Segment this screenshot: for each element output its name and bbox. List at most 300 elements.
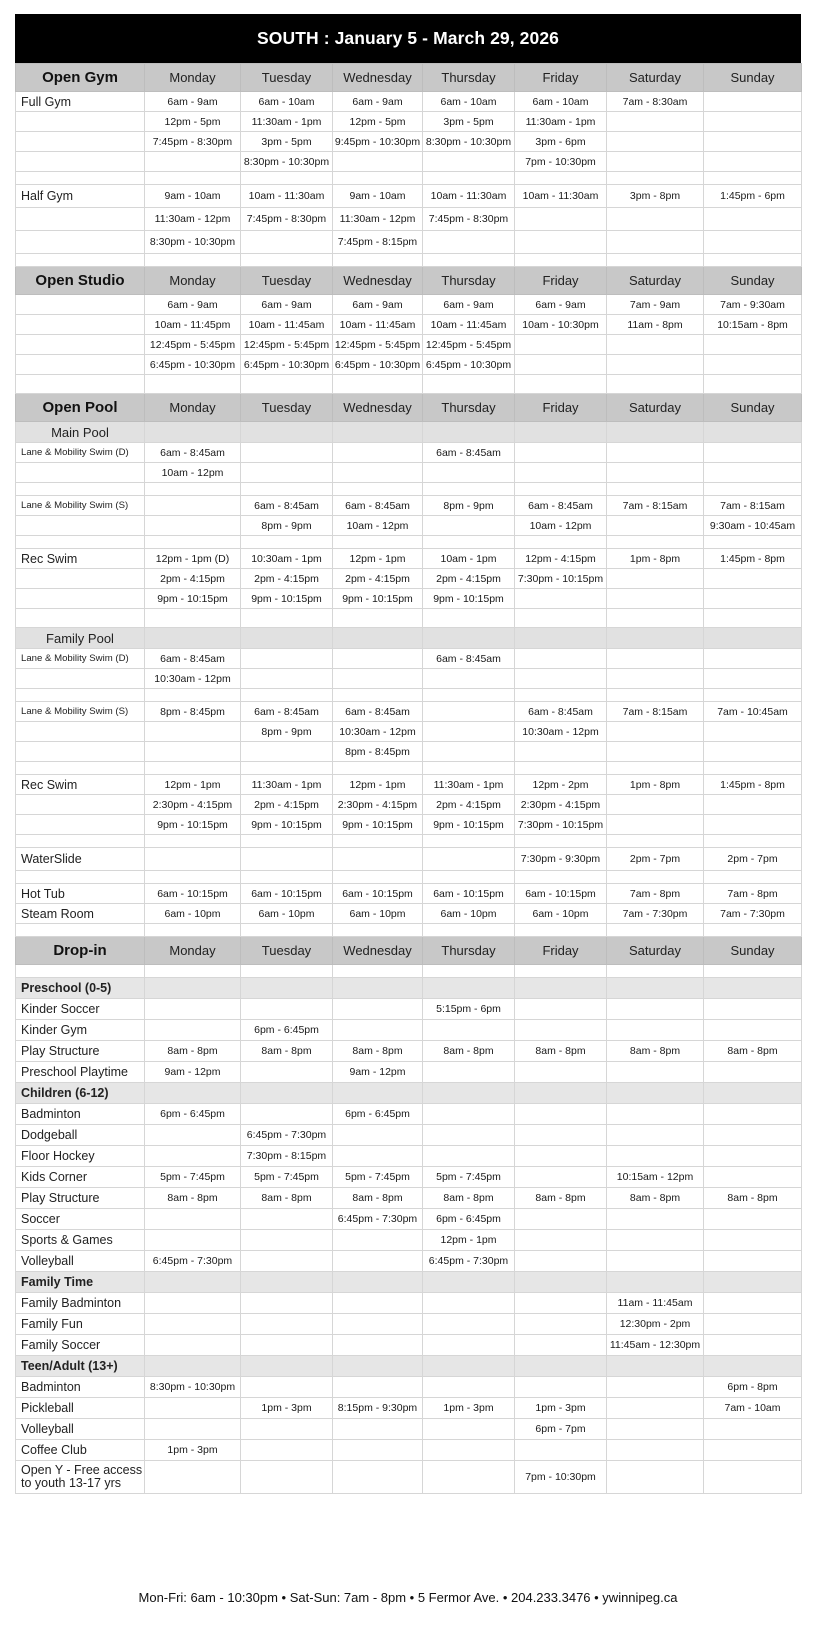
time-slot-thursday [423, 1293, 515, 1314]
time-slot-sunday [704, 649, 802, 669]
schedule-row [16, 295, 802, 315]
schedule-row [16, 549, 802, 569]
time-slot-friday: 2:30pm - 4:15pm [515, 795, 607, 815]
schedule-row [16, 1293, 802, 1314]
time-slot-friday: 3pm - 6pm [515, 132, 607, 152]
time-slot-sunday: 2pm - 7pm [704, 848, 802, 871]
empty-cell [333, 609, 423, 628]
time-slot-friday [515, 231, 607, 254]
empty-cell [145, 375, 241, 394]
empty-cell [515, 422, 607, 443]
group-name: Teen/Adult (13+) [16, 1356, 145, 1377]
time-slot-saturday [607, 132, 704, 152]
empty-cell [333, 965, 423, 978]
section-header-row [16, 937, 802, 965]
empty-cell [607, 835, 704, 848]
time-slot-sunday [704, 1104, 802, 1125]
empty-cell [333, 689, 423, 702]
schedule-sheet [15, 14, 801, 1494]
empty-cell [607, 1083, 704, 1104]
activity-label: Family Fun [16, 1314, 145, 1335]
time-slot-thursday [423, 1125, 515, 1146]
empty-cell [241, 978, 333, 999]
time-slot-wednesday [333, 1020, 423, 1041]
schedule-row [16, 112, 802, 132]
empty-cell [145, 628, 241, 649]
time-slot-wednesday: 6am - 10pm [333, 904, 423, 924]
time-slot-monday: 10am - 11:45pm [145, 315, 241, 335]
group-name: Preschool (0-5) [16, 978, 145, 999]
activity-label: Steam Room [16, 904, 145, 924]
time-slot-sunday [704, 355, 802, 375]
schedule-row [16, 152, 802, 172]
activity-label: Lane & Mobility Swim (S) [16, 496, 145, 516]
time-slot-tuesday [241, 1377, 333, 1398]
section-heading: Open Pool [16, 394, 145, 422]
time-slot-tuesday: 8am - 8pm [241, 1041, 333, 1062]
empty-cell [704, 965, 802, 978]
time-slot-thursday [423, 848, 515, 871]
empty-cell [423, 628, 515, 649]
empty-cell [241, 871, 333, 884]
activity-label: Soccer [16, 1209, 145, 1230]
time-slot-sunday: 8am - 8pm [704, 1188, 802, 1209]
activity-label: Half Gym [16, 185, 145, 208]
time-slot-friday [515, 589, 607, 609]
time-slot-sunday: 1:45pm - 8pm [704, 549, 802, 569]
time-slot-wednesday [333, 1461, 423, 1494]
time-slot-tuesday: 10:30am - 1pm [241, 549, 333, 569]
activity-label: Dodgeball [16, 1125, 145, 1146]
time-slot-friday: 12pm - 4:15pm [515, 549, 607, 569]
time-slot-sunday [704, 208, 802, 231]
pool-name: Family Pool [16, 628, 145, 649]
time-slot-monday [145, 1398, 241, 1419]
empty-cell [515, 628, 607, 649]
activity-label [16, 152, 145, 172]
pool-name: Main Pool [16, 422, 145, 443]
time-slot-thursday [423, 702, 515, 722]
time-slot-saturday: 7am - 7:30pm [607, 904, 704, 924]
schedule-row [16, 1419, 802, 1440]
time-slot-friday: 7:30pm - 10:15pm [515, 569, 607, 589]
time-slot-monday [145, 496, 241, 516]
empty-cell [607, 172, 704, 185]
time-slot-tuesday: 9pm - 10:15pm [241, 589, 333, 609]
schedule-row [16, 1020, 802, 1041]
empty-cell [607, 978, 704, 999]
schedule-row [16, 1146, 802, 1167]
time-slot-friday [515, 1146, 607, 1167]
time-slot-wednesday: 12pm - 1pm [333, 775, 423, 795]
schedule-row [16, 208, 802, 231]
time-slot-monday: 10am - 12pm [145, 463, 241, 483]
activity-label [16, 295, 145, 315]
empty-cell [515, 924, 607, 937]
activity-label [16, 112, 145, 132]
empty-cell [607, 536, 704, 549]
time-slot-saturday [607, 208, 704, 231]
spacer-row [16, 871, 802, 884]
schedule-row [16, 1440, 802, 1461]
time-slot-monday: 6am - 9am [145, 295, 241, 315]
time-slot-friday [515, 1293, 607, 1314]
schedule-row [16, 132, 802, 152]
time-slot-monday: 8am - 8pm [145, 1188, 241, 1209]
time-slot-monday [145, 848, 241, 871]
time-slot-tuesday [241, 1461, 333, 1494]
time-slot-wednesday: 6am - 8:45am [333, 496, 423, 516]
time-slot-sunday [704, 1335, 802, 1356]
time-slot-thursday: 5pm - 7:45pm [423, 1167, 515, 1188]
time-slot-thursday: 9pm - 10:15pm [423, 815, 515, 835]
day-header-wednesday: Wednesday [333, 937, 423, 965]
time-slot-wednesday [333, 649, 423, 669]
time-slot-saturday [607, 1125, 704, 1146]
day-header-friday: Friday [515, 64, 607, 92]
time-slot-wednesday: 9am - 10am [333, 185, 423, 208]
time-slot-monday: 2pm - 4:15pm [145, 569, 241, 589]
time-slot-tuesday: 11:30am - 1pm [241, 775, 333, 795]
empty-cell [145, 1272, 241, 1293]
time-slot-saturday [607, 1230, 704, 1251]
time-slot-wednesday: 8am - 8pm [333, 1188, 423, 1209]
time-slot-monday: 6pm - 6:45pm [145, 1104, 241, 1125]
time-slot-thursday: 6:45pm - 7:30pm [423, 1251, 515, 1272]
empty-cell [704, 924, 802, 937]
time-slot-sunday: 1:45pm - 8pm [704, 775, 802, 795]
time-slot-saturday [607, 742, 704, 762]
empty-cell [16, 835, 145, 848]
time-slot-saturday [607, 1440, 704, 1461]
time-slot-saturday: 10:15am - 12pm [607, 1167, 704, 1188]
empty-cell [704, 422, 802, 443]
time-slot-wednesday: 2pm - 4:15pm [333, 569, 423, 589]
time-slot-monday: 12pm - 1pm [145, 775, 241, 795]
time-slot-tuesday: 2pm - 4:15pm [241, 795, 333, 815]
schedule-row [16, 443, 802, 463]
time-slot-wednesday: 6:45pm - 7:30pm [333, 1209, 423, 1230]
schedule-row [16, 722, 802, 742]
time-slot-friday [515, 1125, 607, 1146]
activity-label [16, 516, 145, 536]
empty-cell [145, 924, 241, 937]
time-slot-monday [145, 1335, 241, 1356]
schedule-row [16, 516, 802, 536]
time-slot-tuesday [241, 1062, 333, 1083]
time-slot-friday [515, 208, 607, 231]
spacer-row [16, 924, 802, 937]
time-slot-friday [515, 1440, 607, 1461]
time-slot-tuesday: 6am - 10pm [241, 904, 333, 924]
schedule-row [16, 702, 802, 722]
time-slot-wednesday: 12pm - 1pm [333, 549, 423, 569]
day-header-sunday: Sunday [704, 64, 802, 92]
time-slot-tuesday [241, 1251, 333, 1272]
empty-cell [704, 762, 802, 775]
time-slot-saturday: 7am - 8:15am [607, 702, 704, 722]
empty-cell [145, 1083, 241, 1104]
empty-cell [704, 1272, 802, 1293]
time-slot-tuesday [241, 999, 333, 1020]
schedule-row [16, 848, 802, 871]
time-slot-tuesday: 8:30pm - 10:30pm [241, 152, 333, 172]
time-slot-sunday [704, 669, 802, 689]
time-slot-thursday: 6am - 10:15pm [423, 884, 515, 904]
time-slot-thursday [423, 463, 515, 483]
time-slot-monday [145, 1293, 241, 1314]
schedule-row [16, 904, 802, 924]
empty-cell [333, 1272, 423, 1293]
schedule-row [16, 1230, 802, 1251]
time-slot-friday [515, 463, 607, 483]
activity-label: Badminton [16, 1377, 145, 1398]
empty-cell [423, 978, 515, 999]
empty-cell [145, 483, 241, 496]
time-slot-thursday [423, 1146, 515, 1167]
time-slot-tuesday: 1pm - 3pm [241, 1398, 333, 1419]
time-slot-sunday [704, 1146, 802, 1167]
time-slot-thursday [423, 1419, 515, 1440]
time-slot-tuesday [241, 1440, 333, 1461]
time-slot-friday: 11:30am - 1pm [515, 112, 607, 132]
time-slot-monday [145, 1461, 241, 1494]
activity-label: Floor Hockey [16, 1146, 145, 1167]
time-slot-saturday [607, 1104, 704, 1125]
time-slot-tuesday: 2pm - 4:15pm [241, 569, 333, 589]
activity-label: Hot Tub [16, 884, 145, 904]
time-slot-monday: 6am - 8:45am [145, 649, 241, 669]
time-slot-wednesday [333, 1377, 423, 1398]
time-slot-tuesday: 8pm - 9pm [241, 516, 333, 536]
empty-cell [16, 609, 145, 628]
day-header-wednesday: Wednesday [333, 394, 423, 422]
empty-cell [16, 965, 145, 978]
empty-cell [607, 628, 704, 649]
time-slot-thursday: 5:15pm - 6pm [423, 999, 515, 1020]
activity-label [16, 722, 145, 742]
time-slot-wednesday [333, 1251, 423, 1272]
empty-cell [16, 689, 145, 702]
day-header-monday: Monday [145, 267, 241, 295]
empty-cell [704, 254, 802, 267]
empty-cell [333, 871, 423, 884]
time-slot-thursday: 10am - 11:30am [423, 185, 515, 208]
empty-cell [607, 965, 704, 978]
time-slot-saturday: 7am - 8:30am [607, 92, 704, 112]
time-slot-tuesday: 7:30pm - 8:15pm [241, 1146, 333, 1167]
section-header-row [16, 267, 802, 295]
time-slot-tuesday: 10am - 11:45am [241, 315, 333, 335]
time-slot-wednesday [333, 1293, 423, 1314]
activity-label: Lane & Mobility Swim (D) [16, 443, 145, 463]
time-slot-saturday [607, 589, 704, 609]
time-slot-sunday [704, 1251, 802, 1272]
day-header-thursday: Thursday [423, 937, 515, 965]
time-slot-friday: 10:30am - 12pm [515, 722, 607, 742]
schedule-row [16, 463, 802, 483]
time-slot-monday: 12:45pm - 5:45pm [145, 335, 241, 355]
time-slot-friday [515, 999, 607, 1020]
time-slot-friday: 1pm - 3pm [515, 1398, 607, 1419]
empty-cell [333, 924, 423, 937]
spacer-row [16, 689, 802, 702]
activity-label: Rec Swim [16, 549, 145, 569]
empty-cell [423, 1083, 515, 1104]
activity-label [16, 742, 145, 762]
time-slot-saturday: 8am - 8pm [607, 1041, 704, 1062]
activity-label: Lane & Mobility Swim (S) [16, 702, 145, 722]
time-slot-tuesday [241, 669, 333, 689]
day-header-friday: Friday [515, 267, 607, 295]
schedule-row [16, 589, 802, 609]
empty-cell [704, 172, 802, 185]
activity-label: Badminton [16, 1104, 145, 1125]
empty-cell [515, 1272, 607, 1293]
empty-cell [241, 172, 333, 185]
spacer-row [16, 835, 802, 848]
day-header-monday: Monday [145, 64, 241, 92]
spacer-row [16, 375, 802, 394]
time-slot-sunday: 7am - 8:15am [704, 496, 802, 516]
empty-cell [16, 172, 145, 185]
time-slot-saturday: 8am - 8pm [607, 1188, 704, 1209]
time-slot-tuesday: 6:45pm - 7:30pm [241, 1125, 333, 1146]
time-slot-friday: 7:30pm - 9:30pm [515, 848, 607, 871]
empty-cell [704, 536, 802, 549]
time-slot-saturday [607, 1062, 704, 1083]
time-slot-sunday [704, 569, 802, 589]
time-slot-sunday [704, 335, 802, 355]
time-slot-thursday: 10am - 1pm [423, 549, 515, 569]
time-slot-monday: 6am - 10:15pm [145, 884, 241, 904]
time-slot-thursday [423, 1104, 515, 1125]
time-slot-monday [145, 999, 241, 1020]
time-slot-sunday [704, 1230, 802, 1251]
activity-label: Volleyball [16, 1419, 145, 1440]
empty-cell [515, 871, 607, 884]
time-slot-monday: 6:45pm - 7:30pm [145, 1251, 241, 1272]
time-slot-sunday [704, 589, 802, 609]
time-slot-saturday [607, 569, 704, 589]
time-slot-saturday [607, 516, 704, 536]
empty-cell [16, 483, 145, 496]
time-slot-saturday [607, 815, 704, 835]
time-slot-thursday [423, 1377, 515, 1398]
time-slot-wednesday: 12pm - 5pm [333, 112, 423, 132]
activity-label [16, 335, 145, 355]
time-slot-saturday [607, 1377, 704, 1398]
day-header-saturday: Saturday [607, 64, 704, 92]
empty-cell [423, 689, 515, 702]
time-slot-friday: 6am - 8:45am [515, 702, 607, 722]
activity-label: Kinder Gym [16, 1020, 145, 1041]
schedule-table [15, 63, 802, 1494]
time-slot-sunday [704, 112, 802, 132]
empty-cell [607, 762, 704, 775]
time-slot-monday [145, 1146, 241, 1167]
empty-cell [607, 483, 704, 496]
time-slot-sunday: 7am - 10:45am [704, 702, 802, 722]
empty-cell [16, 536, 145, 549]
day-header-wednesday: Wednesday [333, 64, 423, 92]
time-slot-wednesday: 9pm - 10:15pm [333, 815, 423, 835]
schedule-row [16, 355, 802, 375]
time-slot-sunday [704, 1167, 802, 1188]
schedule-row [16, 815, 802, 835]
time-slot-saturday: 7am - 8:15am [607, 496, 704, 516]
empty-cell [16, 375, 145, 394]
time-slot-monday: 8:30pm - 10:30pm [145, 1377, 241, 1398]
group-header-row [16, 1272, 802, 1293]
schedule-row [16, 496, 802, 516]
activity-label [16, 589, 145, 609]
time-slot-tuesday: 10am - 11:30am [241, 185, 333, 208]
group-name: Family Time [16, 1272, 145, 1293]
time-slot-friday: 6am - 10am [515, 92, 607, 112]
time-slot-sunday: 7am - 10am [704, 1398, 802, 1419]
time-slot-monday [145, 722, 241, 742]
time-slot-friday: 8am - 8pm [515, 1188, 607, 1209]
time-slot-saturday: 11:45am - 12:30pm [607, 1335, 704, 1356]
empty-cell [423, 536, 515, 549]
activity-label: Open Y - Free access to youth 13-17 yrs [16, 1461, 145, 1494]
time-slot-thursday: 6am - 10pm [423, 904, 515, 924]
time-slot-sunday [704, 1209, 802, 1230]
time-slot-monday: 8:30pm - 10:30pm [145, 231, 241, 254]
time-slot-friday [515, 335, 607, 355]
time-slot-monday: 7:45pm - 8:30pm [145, 132, 241, 152]
time-slot-thursday [423, 1461, 515, 1494]
empty-cell [423, 1272, 515, 1293]
time-slot-sunday: 10:15am - 8pm [704, 315, 802, 335]
section-heading: Open Gym [16, 64, 145, 92]
day-header-wednesday: Wednesday [333, 267, 423, 295]
empty-cell [333, 628, 423, 649]
time-slot-wednesday: 5pm - 7:45pm [333, 1167, 423, 1188]
empty-cell [704, 1083, 802, 1104]
schedule-row [16, 335, 802, 355]
time-slot-wednesday [333, 1146, 423, 1167]
day-header-monday: Monday [145, 937, 241, 965]
empty-cell [16, 871, 145, 884]
time-slot-thursday [423, 1020, 515, 1041]
empty-cell [145, 172, 241, 185]
time-slot-tuesday: 6am - 10:15pm [241, 884, 333, 904]
activity-label: Rec Swim [16, 775, 145, 795]
time-slot-tuesday [241, 1335, 333, 1356]
group-header-row [16, 1083, 802, 1104]
time-slot-wednesday [333, 463, 423, 483]
empty-cell [704, 483, 802, 496]
time-slot-wednesday: 6am - 10:15pm [333, 884, 423, 904]
time-slot-saturday [607, 649, 704, 669]
activity-label [16, 355, 145, 375]
section-header-row [16, 394, 802, 422]
time-slot-sunday [704, 1125, 802, 1146]
time-slot-thursday: 6am - 9am [423, 295, 515, 315]
day-header-monday: Monday [145, 394, 241, 422]
time-slot-wednesday [333, 999, 423, 1020]
time-slot-saturday [607, 1251, 704, 1272]
time-slot-sunday: 7am - 8pm [704, 884, 802, 904]
time-slot-saturday: 7am - 9am [607, 295, 704, 315]
empty-cell [515, 689, 607, 702]
time-slot-wednesday: 6pm - 6:45pm [333, 1104, 423, 1125]
empty-cell [241, 1356, 333, 1377]
activity-label: Lane & Mobility Swim (D) [16, 649, 145, 669]
schedule-row [16, 795, 802, 815]
